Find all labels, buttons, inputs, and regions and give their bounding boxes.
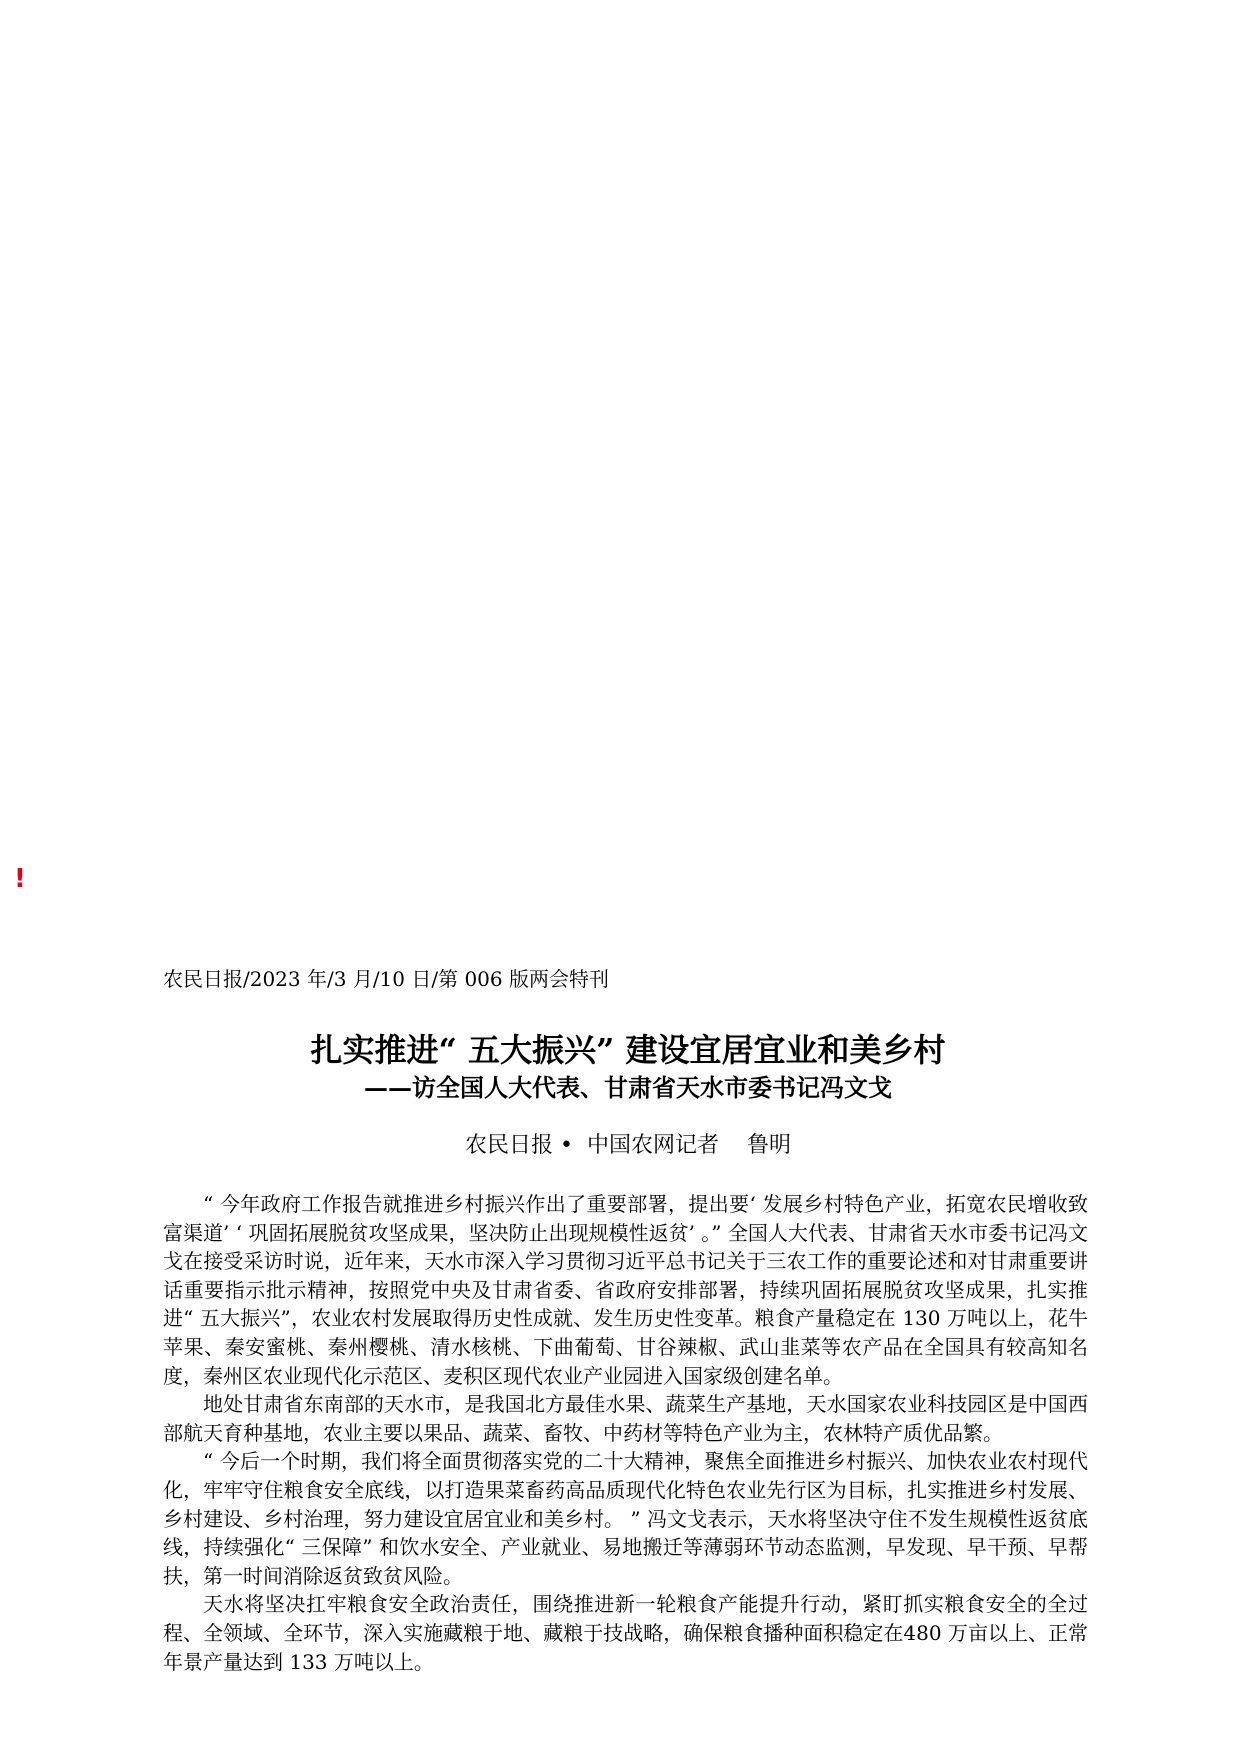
- paragraph: “ 今年政府工作报告就推进乡村振兴作出了重要部署，提出要‘ 发展乡村特色产业，拓宽农民增收致富渠道’ ‘ 巩固拓展脱贫攻坚成果，坚决防止出现规模性返贫’ 。” 全国人大代表、甘肃省天水市委书记冯文戈在接受采访时说，近年来，天水市深入学习贯彻习近平总书记关于三农工作的重要论述和对甘肃重要讲话重要指示批示精神，按照党中央及甘肃省委、省政府安排部署，持续巩固拓展脱贫攻坚成果，扎实推进“ 五大振兴”，农业农村发展取得历史性成就、发生历史性变革。粮食产量稳定在 130 万吨以上，花牛苹果、秦安蜜桃、秦州樱桃、清水核桃、下曲葡萄、甘谷辣椒、武山韭菜等农产品在全国具有较高知名度，秦州区农业现代化示范区、麦积区现代农业产业园进入国家级创建名单。: [163, 1192, 1088, 1388]
- exclamation-mark: !: [14, 864, 26, 894]
- article-title: 扎实推进“ 五大振兴” 建设宜居宜业和美乡村: [310, 1031, 946, 1069]
- article-body: [163, 1190, 1088, 1676]
- source-line: 农民日报/2023 年/3 月/10 日/第 006 版两会特刊: [163, 967, 609, 991]
- paragraph: 天水将坚决扛牢粮食安全政治责任，围绕推进新一轮粮食产能提升行动，紧盯抓实粮食安全的全过程、全领域、全环节，深入实施藏粮于地、藏粮于技战略，确保粮食播种面积稳定在480 万亩以上、正常年景产量达到 133 万吨以上。: [163, 1592, 1088, 1674]
- paragraph: 地处甘肃省东南部的天水市，是我国北方最佳水果、蔬菜生产基地，天水国家农业科技园区是中国西部航天育种基地，农业主要以果品、蔬菜、畜牧、中药材等特色产业为主，农林特产质优品繁。: [163, 1392, 1088, 1445]
- byline: 农民日报 • 中国农网记者 鲁明: [465, 1133, 791, 1158]
- paragraph: “ 今后一个时期，我们将全面贯彻落实党的二十大精神，聚焦全面推进乡村振兴、加快农业农村现代化，牢牢守住粮食安全底线，以打造果菜畜药高品质现代化特色农业先行区为目标，扎实推进乡村发展、乡村建设、乡村治理，努力建设宜居宜业和美乡村。 ” 冯文戈表示，天水将坚决守住不发生规模性返贫底线，持续强化“ 三保障” 和饮水安全、产业就业、易地搬迁等薄弱环节动态监测，早发现、早干预、早帮扶，第一时间消除返贫致贫风险。: [163, 1449, 1088, 1588]
- article-subtitle: ——访全国人大代表、甘肃省天水市委书记冯文戈: [364, 1073, 892, 1102]
